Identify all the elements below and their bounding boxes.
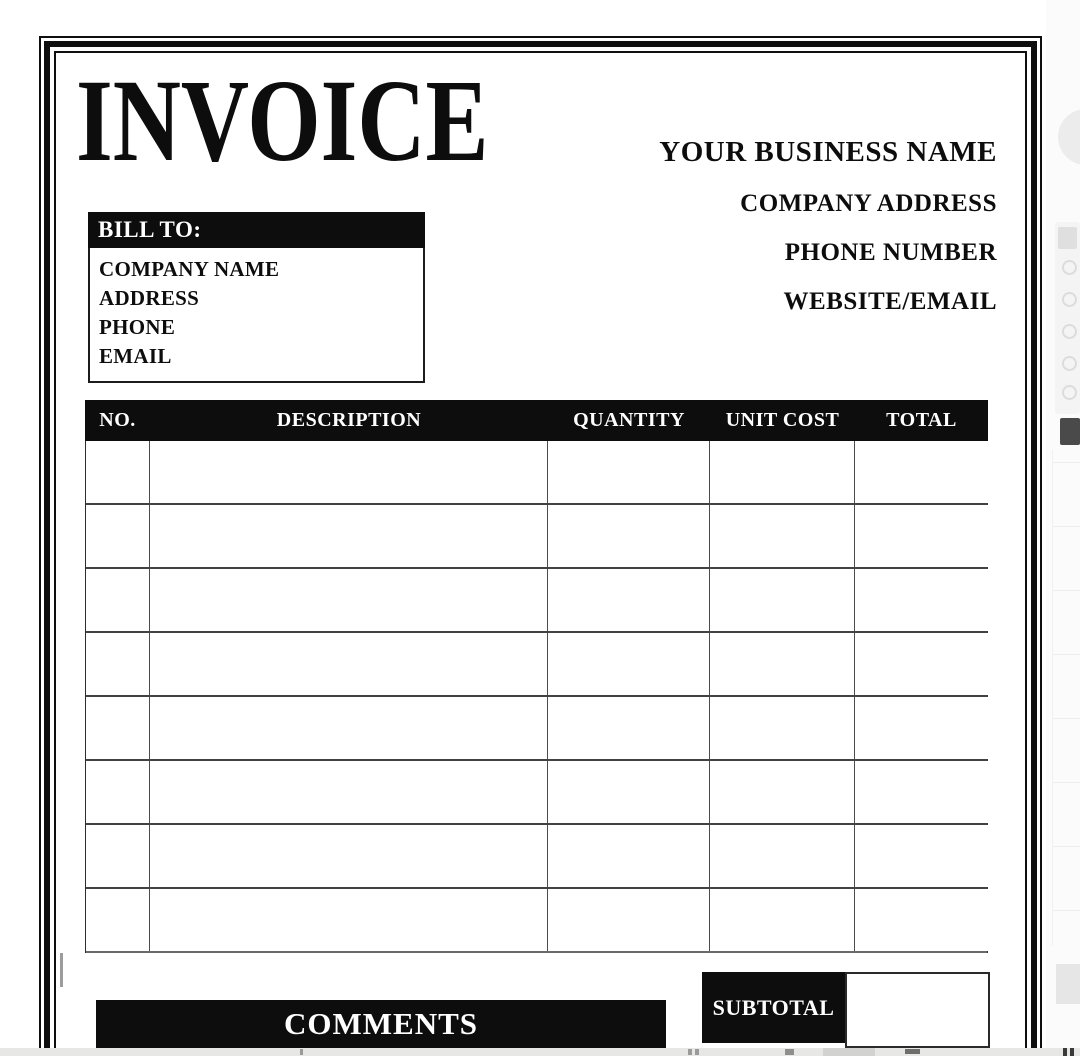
item-cell[interactable] — [150, 633, 548, 695]
item-cell[interactable] — [855, 761, 988, 823]
item-cell[interactable] — [86, 505, 150, 567]
item-row — [86, 825, 987, 889]
ghost-share-icon — [1062, 292, 1077, 307]
text-cursor-mark — [60, 953, 63, 987]
ghost-adjacent-table — [1052, 450, 1080, 946]
ghost-table-line — [1053, 526, 1080, 527]
item-cell[interactable] — [710, 825, 855, 887]
item-cell[interactable] — [855, 441, 988, 503]
item-cell[interactable] — [548, 633, 710, 695]
item-cell[interactable] — [855, 889, 988, 951]
item-cell[interactable] — [710, 569, 855, 631]
item-cell[interactable] — [548, 505, 710, 567]
item-cell[interactable] — [150, 761, 548, 823]
ghost-table-line — [1053, 846, 1080, 847]
bottom-cutoff-strip — [0, 1048, 1080, 1056]
ghost-table-line — [1053, 462, 1080, 463]
ghost-share-icon — [1062, 324, 1077, 339]
column-header-quantity: QUANTITY — [573, 409, 685, 431]
item-cell[interactable] — [86, 889, 150, 951]
column-header-total: TOTAL — [886, 409, 957, 431]
ghost-table-line — [1053, 654, 1080, 655]
column-header-unit-cost: UNIT COST — [725, 409, 840, 431]
item-cell[interactable] — [855, 633, 988, 695]
item-cell[interactable] — [86, 697, 150, 759]
item-cell[interactable] — [548, 569, 710, 631]
item-cell[interactable] — [548, 697, 710, 759]
item-cell[interactable] — [710, 761, 855, 823]
strip-artifact — [1063, 1048, 1067, 1056]
item-cell[interactable] — [150, 889, 548, 951]
item-cell[interactable] — [86, 441, 150, 503]
column-header-description: DESCRIPTION — [276, 409, 422, 431]
item-row — [86, 441, 987, 505]
column-header-no: NO. — [99, 409, 136, 431]
ghost-table-line — [1053, 718, 1080, 719]
business-name: YOUR BUSINESS NAME — [659, 136, 997, 168]
item-cell[interactable] — [86, 633, 150, 695]
strip-artifact — [905, 1049, 920, 1054]
item-cell[interactable] — [150, 441, 548, 503]
ghost-table-line — [1053, 590, 1080, 591]
item-cell[interactable] — [150, 569, 548, 631]
subtotal-label: SUBTOTAL — [702, 972, 845, 1043]
item-cell[interactable] — [86, 761, 150, 823]
ghost-table-line — [1053, 910, 1080, 911]
item-row — [86, 889, 987, 953]
business-website: WEBSITE/EMAIL — [783, 288, 997, 315]
ghost-share-panel-header — [1058, 227, 1077, 249]
item-cell[interactable] — [150, 505, 548, 567]
bill-to-email: EMAIL — [99, 344, 172, 368]
item-cell[interactable] — [855, 505, 988, 567]
item-cell[interactable] — [86, 569, 150, 631]
item-cell[interactable] — [150, 825, 548, 887]
item-row — [86, 505, 987, 569]
bill-to-address: ADDRESS — [99, 286, 200, 310]
item-cell[interactable] — [855, 697, 988, 759]
bill-to-section — [88, 212, 425, 383]
business-phone: PHONE NUMBER — [784, 239, 997, 266]
strip-artifact — [1070, 1048, 1074, 1056]
item-cell[interactable] — [548, 441, 710, 503]
subtotal-value-cell[interactable] — [845, 972, 990, 1048]
ghost-thumbnail-gray — [1056, 964, 1080, 1004]
item-cell[interactable] — [548, 825, 710, 887]
bill-to-company: COMPANY NAME — [99, 257, 280, 281]
item-cell[interactable] — [710, 889, 855, 951]
items-table-header — [85, 400, 988, 441]
item-cell[interactable] — [548, 761, 710, 823]
strip-artifact — [688, 1049, 692, 1055]
item-cell[interactable] — [710, 441, 855, 503]
item-row — [86, 569, 987, 633]
strip-artifact — [785, 1049, 794, 1055]
ghost-share-icon — [1062, 385, 1077, 400]
item-cell[interactable] — [86, 825, 150, 887]
item-cell[interactable] — [855, 825, 988, 887]
strip-artifact — [823, 1048, 875, 1056]
ghost-share-icon — [1062, 260, 1077, 275]
business-address: COMPANY ADDRESS — [740, 190, 997, 217]
item-cell[interactable] — [855, 569, 988, 631]
item-row — [86, 697, 987, 761]
ghost-share-icon — [1062, 356, 1077, 371]
item-row — [86, 761, 987, 825]
items-table-body — [85, 441, 988, 953]
page-title: INVOICE — [76, 55, 489, 186]
business-info-block — [659, 138, 997, 338]
ghost-share-panel — [1055, 222, 1080, 414]
item-cell[interactable] — [150, 697, 548, 759]
item-cell[interactable] — [548, 889, 710, 951]
items-table — [85, 400, 988, 953]
item-row — [86, 633, 987, 697]
strip-artifact — [300, 1049, 303, 1055]
strip-artifact — [695, 1049, 699, 1055]
comments-header: COMMENTS — [96, 1000, 666, 1048]
ghost-table-line — [1053, 782, 1080, 783]
item-cell[interactable] — [710, 697, 855, 759]
ghost-thumbnail-dark — [1060, 418, 1080, 445]
item-cell[interactable] — [710, 633, 855, 695]
bill-to-body[interactable] — [88, 248, 425, 383]
bill-to-header: BILL TO: — [88, 212, 425, 248]
item-cell[interactable] — [710, 505, 855, 567]
bill-to-phone: PHONE — [99, 315, 176, 339]
